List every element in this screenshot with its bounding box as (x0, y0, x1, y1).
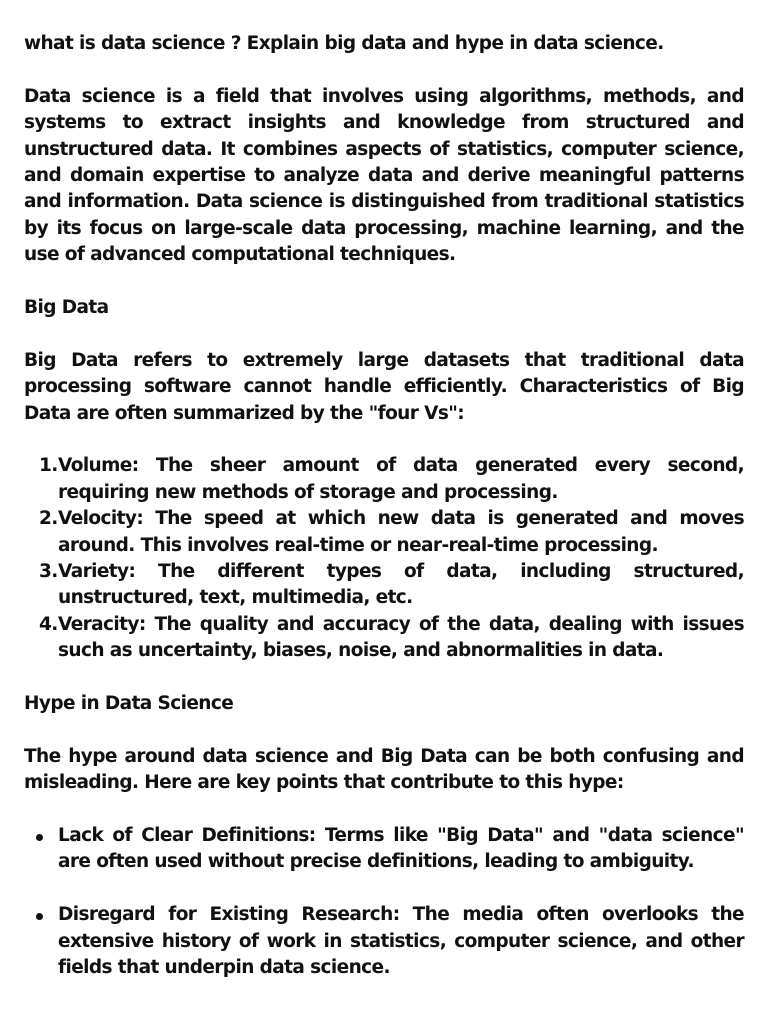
list-item (24, 453, 744, 506)
bullet-icon (36, 913, 43, 920)
four-vs-list (24, 453, 744, 664)
list-number: 2. (39, 508, 58, 530)
list-item (24, 559, 744, 612)
list-item-text: Variety: The different types of data, including structured, unstructured, text, multimedia, etc. (58, 561, 744, 609)
list-item (24, 506, 744, 559)
list-item-text: Lack of Clear Definitions: Terms like "Big Data" and "data science" are often used without precise definitions, leading to ambiguity. (58, 825, 744, 873)
list-item-text: Volume: The sheer amount of data generated every second, requiring new methods of storage and processing. (58, 455, 744, 503)
big-data-intro: Big Data refers to extremely large datasets that traditional data processing software cannot handle efficiently. Characteristics of Big Data are often summarized by the "four Vs": (24, 349, 744, 424)
list-number: 1. (39, 455, 58, 477)
intro-paragraph: Data science is a field that involves using algorithms, methods, and systems to extract insights and knowledge from structured and unstructured data. It combines aspects of statistics, computer science, and domain expertise to analyze data and derive meaningful patterns and information. Data science is distinguished from traditional statistics by its focus on large-scale data processing, machine learning, and the use of advanced computational techniques. (24, 85, 744, 266)
list-item-text: Velocity: The speed at which new data is generated and moves around. This involves real-time or near-real-time processing. (58, 508, 744, 556)
list-item (24, 823, 744, 876)
hype-heading: Hype in Data Science (24, 693, 234, 715)
question-title: what is data science ? Explain big data and hype in data science. (24, 33, 664, 54)
list-item-text: Disregard for Existing Research: The media often overlooks the extensive history of work in statistics, computer science, and other fields that underpin data science. (58, 904, 744, 979)
big-data-heading: Big Data (24, 297, 109, 319)
list-number: 4. (39, 613, 58, 635)
hype-bullet-list (24, 823, 744, 981)
list-item (24, 612, 744, 665)
list-item-text: Veracity: The quality and accuracy of the data, dealing with issues such as uncertainty, biases, noise, and abnormalities in data. (58, 613, 744, 662)
list-item (24, 902, 744, 981)
list-number: 3. (39, 561, 58, 583)
hype-intro: The hype around data science and Big Data can be both confusing and misleading. Here are key points that contribute to this hype: (24, 745, 744, 794)
bullet-icon (36, 834, 43, 841)
